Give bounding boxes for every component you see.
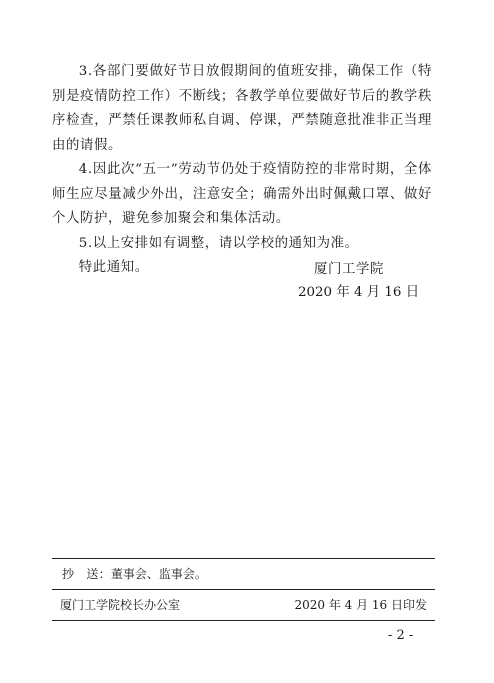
notice-body bbox=[52, 60, 432, 281]
page-number: - 2 - bbox=[388, 628, 414, 643]
issuance-row bbox=[52, 590, 435, 620]
cc-row bbox=[52, 559, 435, 589]
paragraph-item-5: 5.以上安排如有调整，请以学校的通知为准。 bbox=[78, 235, 359, 251]
footer-bottom-rule bbox=[52, 620, 435, 621]
document-footer bbox=[52, 558, 435, 621]
print-date: 2020 年 4 月 16 日印发 bbox=[294, 598, 427, 612]
cc-recipients: 董事会、监事会。 bbox=[110, 567, 207, 581]
signature-organization: 厦门工学院 bbox=[314, 262, 384, 277]
paragraph-item-3: 3.各部门要做好节日放假期间的值班安排，确保工作（特别是疫情防控工作）不断线；各教学单位要做好节后的教学秩序检查，严禁任课教师私自调、停课，严禁随意批准非正当理由的请假。 bbox=[52, 64, 432, 153]
signature-date: 2020 年 4 月 16 日 bbox=[298, 285, 420, 300]
closing-line: 特此通知。 bbox=[78, 260, 149, 275]
issuing-office: 厦门工学院校长办公室 bbox=[60, 598, 181, 612]
signature-block bbox=[298, 258, 419, 304]
cc-label: 抄 送： bbox=[62, 567, 111, 581]
paragraph-item-4: 4.因此次“五一”劳动节仍处于疫情防控的非常时期，全体师生应尽量减少外出，注意安全；确需外出时佩戴口罩、做好个人防护，避免参加聚会和集体活动。 bbox=[52, 162, 432, 226]
